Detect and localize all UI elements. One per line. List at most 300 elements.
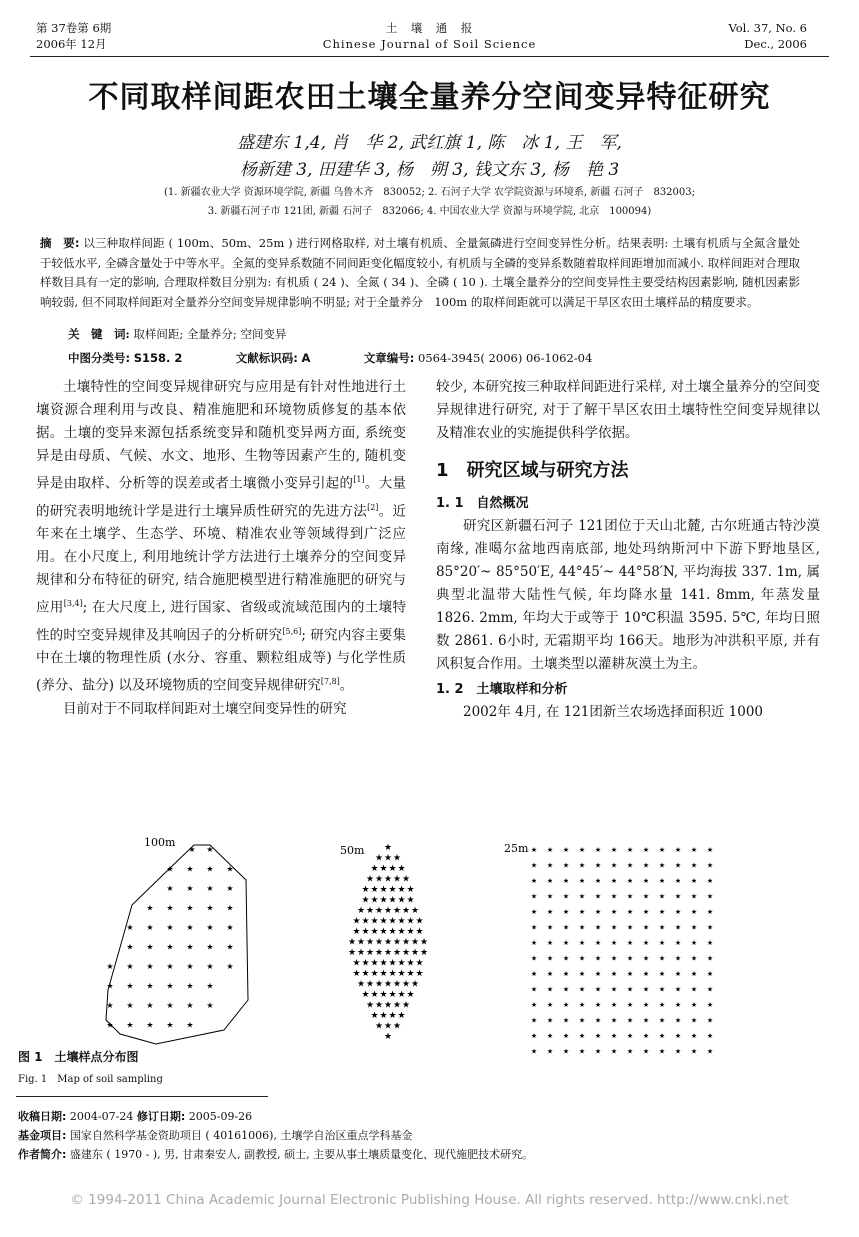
article-no-value: 0564-3945( 2006) 06-1062-04 (418, 351, 593, 365)
footnote-dates (18, 1108, 252, 1126)
abstract-label: 摘 要: (40, 236, 80, 250)
author-bio-label: 作者简介: (18, 1148, 67, 1161)
sample-point: ★ (226, 903, 234, 913)
sample-point: ★ (578, 877, 586, 885)
sample-point: ★ (383, 853, 393, 864)
sample-point: ★ (690, 1016, 698, 1025)
sample-point: ★ (642, 1032, 650, 1040)
sample-point: ★ (530, 846, 538, 854)
sample-point: ★ (401, 937, 411, 948)
sample-point: ★ (166, 942, 174, 952)
sample-point: ★ (397, 969, 406, 979)
authors-line-2: 杨新建 3, 田建华 3, 杨 朔 3, 钱文东 3, 杨 艳 3 (239, 160, 620, 180)
sample-point: ★ (186, 864, 194, 874)
footnote-author (18, 1146, 533, 1164)
sample-point: ★ (610, 970, 618, 978)
authors-line-1: 盛建东 1,4, 肖 华 2, 武红旗 1, 陈 冰 1, 王 军, (237, 133, 622, 153)
body-right-column (436, 376, 820, 724)
sample-point: ★ (106, 962, 114, 971)
sample-point: ★ (642, 985, 650, 994)
sample-point: ★ (370, 916, 379, 927)
figure-caption-cn: 图 1 土壤样点分布图 (18, 1050, 139, 1064)
issue-volume-en: Vol. 37, No. 6 (728, 21, 807, 35)
article-no-label: 文章编号: (363, 351, 415, 365)
sample-point: ★ (401, 874, 411, 885)
sample-point: ★ (658, 923, 666, 932)
label-25m: 25m (504, 842, 529, 855)
sample-point: ★ (383, 1032, 393, 1042)
sample-point: ★ (379, 969, 388, 979)
sample-point: ★ (397, 916, 406, 927)
sample-point: ★ (674, 985, 682, 994)
sample-point: ★ (690, 954, 698, 963)
sample-point: ★ (374, 1021, 384, 1032)
sample-point: ★ (370, 864, 379, 874)
sample-point: ★ (658, 1032, 666, 1040)
sample-point: ★ (206, 923, 214, 932)
received-label: 收稿日期: (18, 1110, 67, 1123)
sample-point: ★ (626, 954, 634, 963)
sample-point: ★ (642, 861, 650, 870)
sample-point: ★ (379, 1011, 388, 1021)
sample-point: ★ (401, 948, 411, 958)
sample-point: ★ (530, 908, 538, 916)
sample-point: ★ (186, 884, 194, 893)
sample-point: ★ (690, 846, 698, 854)
sample-point: ★ (392, 874, 402, 885)
sample-point: ★ (610, 1047, 618, 1056)
sample-point: ★ (578, 1016, 586, 1025)
sample-point: ★ (562, 970, 570, 978)
sample-point: ★ (361, 927, 370, 937)
sample-point: ★ (383, 937, 393, 948)
citation: [1] (353, 475, 365, 484)
keywords-text: 取样间距; 全量养分; 空间变异 (133, 327, 287, 341)
sample-point: ★ (642, 1047, 650, 1056)
sample-point: ★ (352, 958, 361, 969)
sample-point: ★ (674, 923, 682, 932)
panel-100m (106, 836, 248, 1044)
sample-point: ★ (383, 843, 393, 853)
doc-code-value: A (301, 351, 311, 365)
affiliation-line-1: (1. 新疆农业大学 资源环境学院, 新疆 乌鲁木齐 830052; 2. 石河子大学 农学院资源与环境系, 新疆 石河子 832003; (163, 187, 696, 198)
sample-point: ★ (186, 1020, 194, 1030)
sample-point: ★ (594, 1047, 602, 1056)
sample-point: ★ (562, 923, 570, 932)
sample-point: ★ (690, 861, 698, 870)
sample-point: ★ (578, 985, 586, 994)
sample-point: ★ (226, 923, 234, 932)
sample-point: ★ (594, 1016, 602, 1025)
sample-point: ★ (706, 939, 714, 947)
journal-name-cn: 土 壤 通 报 (385, 21, 474, 35)
sample-point: ★ (419, 948, 429, 958)
sample-point: ★ (594, 939, 602, 947)
sample-point: ★ (626, 861, 634, 870)
header-rule (30, 56, 829, 57)
sample-point: ★ (562, 1001, 570, 1009)
sample-point: ★ (126, 923, 134, 932)
sample-point: ★ (401, 1000, 411, 1011)
sample-point: ★ (658, 846, 666, 854)
sample-point: ★ (379, 895, 388, 906)
sample-point: ★ (126, 962, 134, 971)
sample-point: ★ (166, 884, 174, 893)
paper-title: 不同取样间距农田土壤全量养分空间变异特征研究 (88, 80, 771, 115)
sample-point: ★ (690, 939, 698, 947)
sample-point: ★ (690, 970, 698, 978)
sample-point: ★ (361, 895, 370, 906)
sample-point: ★ (370, 895, 379, 906)
sample-point: ★ (410, 979, 420, 990)
sample-point: ★ (166, 981, 174, 991)
sample-point: ★ (361, 969, 370, 979)
sample-point: ★ (610, 908, 618, 916)
sample-point: ★ (546, 985, 554, 994)
sample-point: ★ (530, 1016, 538, 1025)
sample-point: ★ (106, 981, 114, 991)
intro-text-d: ; 在大尺度上, 进行国家、省级或流域范围内的土壤特性的时空变异规律及其响因子的分析研究 (36, 599, 407, 643)
sample-point: ★ (415, 927, 424, 937)
sample-point: ★ (383, 948, 393, 958)
sample-point: ★ (166, 962, 174, 971)
sample-point: ★ (374, 874, 384, 885)
sample-point: ★ (546, 1032, 554, 1040)
sample-point: ★ (626, 1001, 634, 1009)
sample-point: ★ (674, 970, 682, 978)
sample-point: ★ (562, 1047, 570, 1056)
sample-point: ★ (642, 970, 650, 978)
sample-point: ★ (642, 892, 650, 901)
sample-point: ★ (626, 970, 634, 978)
sample-point: ★ (206, 845, 214, 854)
copyright-notice: © 1994-2011 China Academic Journal Electronic Publishing House. All rights reserved. http://www.cnki.net (70, 1192, 789, 1208)
sample-point: ★ (206, 884, 214, 893)
panel-50m (340, 843, 428, 1042)
sample-point: ★ (706, 970, 714, 978)
sample-point: ★ (562, 908, 570, 916)
sample-point: ★ (578, 1047, 586, 1056)
sample-point: ★ (562, 954, 570, 963)
sample-point: ★ (361, 885, 370, 895)
classification-line (68, 350, 592, 366)
sample-point: ★ (642, 877, 650, 885)
clc-label: 中图分类号: (68, 351, 131, 365)
sample-point: ★ (658, 970, 666, 978)
sample-point: ★ (546, 892, 554, 901)
sample-point: ★ (186, 1001, 194, 1010)
sample-point: ★ (530, 1032, 538, 1040)
intro-text-b: 。大量的研究表明地统计学是进行土壤异质性研究的先进方法 (36, 475, 407, 519)
sample-point: ★ (594, 954, 602, 963)
sample-point: ★ (370, 990, 379, 1000)
citation: [7,8] (320, 677, 340, 686)
sample-point: ★ (610, 1016, 618, 1025)
sample-point: ★ (658, 861, 666, 870)
journal-name-en: Chinese Journal of Soil Science (322, 37, 537, 51)
citation: [2] (367, 502, 379, 512)
sample-point: ★ (546, 908, 554, 916)
issue-date: 2006年 12月 (36, 37, 107, 51)
sample-point: ★ (610, 985, 618, 994)
sample-point: ★ (392, 1000, 402, 1011)
sample-point: ★ (186, 903, 194, 913)
sample-point: ★ (379, 990, 388, 1000)
sample-point: ★ (206, 903, 214, 913)
sample-point: ★ (397, 927, 406, 937)
sample-point: ★ (397, 990, 406, 1000)
author-bio-text: 盛建东 ( 1970 - ), 男, 甘肃秦安人, 副教授, 硕士, 主要从事土壤质量变化、现代施肥技术研究。 (69, 1148, 534, 1161)
sample-point: ★ (530, 939, 538, 947)
sample-point: ★ (383, 874, 393, 885)
sample-point: ★ (374, 1000, 384, 1011)
sample-point: ★ (410, 937, 420, 948)
sample-point: ★ (388, 885, 397, 895)
sample-point: ★ (126, 942, 134, 952)
sample-point: ★ (610, 846, 618, 854)
sample-point: ★ (406, 895, 415, 906)
sample-point: ★ (578, 954, 586, 963)
sample-point: ★ (415, 969, 424, 979)
sample-point: ★ (594, 877, 602, 885)
sample-point: ★ (401, 979, 411, 990)
sample-point: ★ (610, 923, 618, 932)
sample-point: ★ (658, 1016, 666, 1025)
sample-point: ★ (658, 1047, 666, 1056)
sample-point: ★ (594, 923, 602, 932)
sample-point: ★ (546, 1001, 554, 1009)
sample-point: ★ (610, 954, 618, 963)
sample-point: ★ (397, 1011, 406, 1021)
sample-point: ★ (352, 916, 361, 927)
sample-point: ★ (674, 846, 682, 854)
sample-point: ★ (206, 942, 214, 952)
sample-point: ★ (206, 864, 214, 874)
fund-label: 基金项目: (18, 1129, 67, 1142)
sample-point: ★ (546, 861, 554, 870)
sample-point: ★ (578, 861, 586, 870)
sample-point: ★ (356, 906, 366, 916)
sample-point: ★ (126, 1001, 134, 1010)
sample-point: ★ (610, 939, 618, 947)
sample-point: ★ (658, 939, 666, 947)
issue-volume: 第 37卷第 6期 (36, 21, 112, 35)
sample-point: ★ (626, 923, 634, 932)
sample-point: ★ (546, 1016, 554, 1025)
sample-point: ★ (594, 861, 602, 870)
sample-point: ★ (374, 937, 384, 948)
sample-point: ★ (562, 985, 570, 994)
sample-point: ★ (146, 981, 154, 991)
sample-point: ★ (626, 846, 634, 854)
sample-point: ★ (578, 846, 586, 854)
sample-point: ★ (383, 979, 393, 990)
intro-text-f: 。 (339, 677, 354, 694)
intro-paragraph-2: 目前对于不同取样间距对土壤空间变异性的研究 (63, 700, 347, 717)
sample-point: ★ (610, 861, 618, 870)
intro-paragraph-1 (36, 376, 406, 698)
sample-point: ★ (642, 954, 650, 963)
sample-point: ★ (562, 846, 570, 854)
sample-point: ★ (126, 1020, 134, 1030)
sample-point: ★ (379, 864, 388, 874)
sample-point: ★ (626, 877, 634, 885)
sample-point: ★ (406, 958, 415, 969)
sample-point: ★ (392, 937, 402, 948)
sample-point: ★ (706, 846, 714, 854)
sample-point: ★ (546, 970, 554, 978)
sample-point: ★ (186, 942, 194, 952)
sample-point: ★ (562, 1016, 570, 1025)
sample-point: ★ (642, 1016, 650, 1025)
sample-point: ★ (206, 962, 214, 971)
sample-point: ★ (530, 892, 538, 901)
sample-point: ★ (690, 908, 698, 916)
sample-point: ★ (374, 906, 384, 916)
citation: [3,4] (63, 599, 83, 608)
sample-point: ★ (352, 969, 361, 979)
sample-point: ★ (658, 985, 666, 994)
fund-text: 国家自然科学基金资助项目 ( 40161006), 土壤学自治区重点学科基金 (69, 1129, 413, 1142)
sample-point: ★ (674, 892, 682, 901)
sample-point: ★ (126, 981, 134, 991)
sample-point: ★ (106, 1001, 114, 1010)
subsection-heading-1-2: 1. 2 土壤取样和分析 (436, 682, 568, 697)
sample-point: ★ (626, 908, 634, 916)
sample-point: ★ (226, 884, 234, 893)
label-100m: 100m (144, 836, 176, 849)
sample-point: ★ (415, 916, 424, 927)
sample-point: ★ (642, 923, 650, 932)
sample-point: ★ (594, 846, 602, 854)
sample-point: ★ (530, 970, 538, 978)
sample-point: ★ (166, 923, 174, 932)
revised-date: 2005-09-26 (188, 1110, 253, 1123)
sample-point: ★ (388, 864, 397, 874)
sample-point: ★ (356, 937, 366, 948)
clc-value: S158. 2 (133, 351, 183, 365)
sample-point: ★ (379, 927, 388, 937)
sample-point: ★ (186, 962, 194, 971)
sample-point: ★ (658, 1001, 666, 1009)
sample-point: ★ (706, 985, 714, 994)
sample-point: ★ (706, 892, 714, 901)
sample-point: ★ (388, 927, 397, 937)
sample-point: ★ (406, 990, 415, 1000)
sample-point: ★ (406, 969, 415, 979)
sample-point: ★ (361, 916, 370, 927)
sample-point: ★ (186, 981, 194, 991)
keywords-label: 关 键 词: (68, 327, 130, 341)
sample-point: ★ (379, 958, 388, 969)
sample-point: ★ (392, 948, 402, 958)
sample-point: ★ (370, 1011, 379, 1021)
sample-point: ★ (356, 948, 366, 958)
sample-point: ★ (578, 939, 586, 947)
journal-issue-en (728, 20, 807, 52)
sample-point: ★ (361, 990, 370, 1000)
sample-point: ★ (226, 942, 234, 952)
sample-point: ★ (674, 877, 682, 885)
citation: [5,6] (282, 626, 302, 636)
sample-point: ★ (388, 895, 397, 906)
sample-point: ★ (374, 948, 384, 958)
sample-point: ★ (530, 877, 538, 885)
sample-point: ★ (419, 937, 429, 948)
sample-point: ★ (642, 939, 650, 947)
sample-point: ★ (578, 1001, 586, 1009)
affiliation-line-2: 3. 新疆石河子市 121团, 新疆 石河子 832066; 4. 中国农业大学 资源与环境学院, 北京 100094) (207, 206, 652, 217)
sample-point: ★ (594, 892, 602, 901)
sample-point: ★ (562, 939, 570, 947)
sample-point: ★ (658, 892, 666, 901)
intro-paragraph-3: 较少, 本研究按三种取样间距进行采样, 对土壤全量养分的空间变异规律进行研究, 对于了解干旱区农田土壤特性空间变异规律以及精准农业的实施提供科学依据。 (436, 379, 820, 441)
issue-date-en: Dec., 2006 (744, 37, 807, 51)
sample-point: ★ (361, 958, 370, 969)
sample-point: ★ (690, 1047, 698, 1056)
sample-point: ★ (690, 877, 698, 885)
footnote-funding (18, 1127, 412, 1145)
sample-point: ★ (546, 954, 554, 963)
sample-point: ★ (706, 923, 714, 932)
sample-point: ★ (370, 885, 379, 895)
sample-point: ★ (397, 895, 406, 906)
sample-point: ★ (401, 906, 411, 916)
sample-point: ★ (562, 892, 570, 901)
sample-point: ★ (706, 1047, 714, 1056)
abstract (40, 234, 800, 312)
sample-point: ★ (379, 885, 388, 895)
sample-point: ★ (365, 906, 375, 916)
sample-point: ★ (383, 906, 393, 916)
sample-point: ★ (392, 1021, 402, 1032)
sample-point: ★ (530, 923, 538, 932)
sample-point: ★ (146, 1020, 154, 1030)
sample-point: ★ (530, 1047, 538, 1056)
sample-point: ★ (397, 885, 406, 895)
sample-point: ★ (365, 979, 375, 990)
sample-point: ★ (674, 908, 682, 916)
sample-point: ★ (562, 877, 570, 885)
sample-point: ★ (594, 970, 602, 978)
sample-point: ★ (365, 874, 375, 885)
sample-point: ★ (146, 1001, 154, 1010)
intro-text-c: 。近年来在土壤学、生态学、环境、精准农业等领域得到广泛应用。在小尺度上, 利用地统计学方法进行土壤养分的空间变异规律和分布特征的研究, 结合施肥模型进行精准施肥的研究与应用 (36, 503, 407, 616)
sample-points-25m (531, 846, 713, 1056)
sample-point: ★ (706, 908, 714, 916)
section-heading-1: 1 研究区域与研究方法 (436, 460, 629, 481)
revised-label: 修订日期: (136, 1110, 186, 1123)
sample-point: ★ (146, 903, 154, 913)
sample-point: ★ (690, 1032, 698, 1040)
study-area-paragraph: 研究区新疆石河子 121团位于天山北麓, 古尔班通古特沙漠南缘, 准噶尔盆地西南底部, 地处玛纳斯河中下游下野地垦区, 85°20′~ 85°50′E, 44°45′~ 44°58′N, 平均海拔 337. 1m, 属典型北温带大陆性气候, 年均降水量 141. 8mm, 年蒸发量 1826. 2mm, 年均大于或等于 10℃积温 3595. 5℃, 年均日照数 2861. 6小时, 无霜期平均 166天。地形为冲洪积平原, 并有风积复合作用。土壤类型以灌耕灰漠土为主。 (436, 518, 820, 672)
sample-point: ★ (186, 923, 194, 932)
sample-point: ★ (206, 981, 214, 991)
sample-point: ★ (374, 853, 384, 864)
sample-points-50m (348, 843, 428, 1042)
sample-point: ★ (690, 892, 698, 901)
sampling-paragraph: 2002年 4月, 在 121团新兰农场选择面积近 1000 (463, 704, 764, 720)
sample-point: ★ (626, 1047, 634, 1056)
sample-point: ★ (610, 892, 618, 901)
sample-point: ★ (370, 927, 379, 937)
sample-point: ★ (406, 916, 415, 927)
sample-point: ★ (166, 1020, 174, 1030)
label-50m: 50m (340, 844, 365, 857)
sample-point: ★ (578, 970, 586, 978)
sample-point: ★ (626, 892, 634, 901)
sample-point: ★ (658, 877, 666, 885)
